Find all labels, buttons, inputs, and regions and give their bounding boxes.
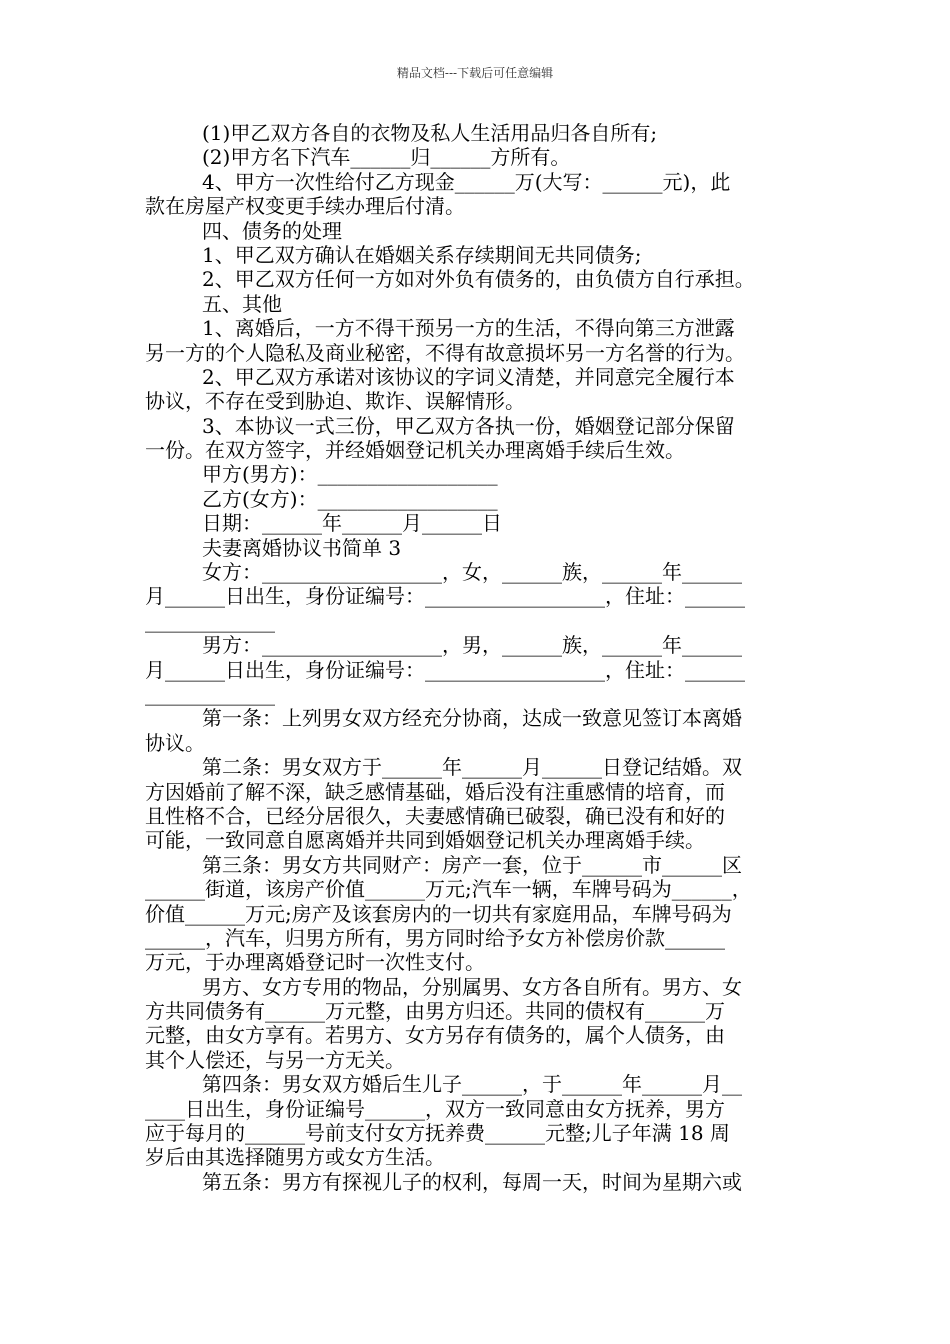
text-line: 可能，一致同意自愿离婚并共同到婚姻登记机关办理离婚手续。 [145, 828, 705, 853]
text-line: 协议。 [145, 730, 205, 755]
text-line: 万元，于办理离婚登记时一次性支付。 [145, 950, 485, 975]
text-line: 夫妻离婚协议书简单 3 [202, 535, 402, 560]
text-line: 第五条：男方有探视儿子的权利，每周一天，时间为星期六或 [202, 1169, 742, 1194]
text-line: 第四条：男女双方婚后生儿子______，于______年______月__ [202, 1072, 742, 1097]
text-line: 元整，由女方享有。若男方、女方另存有债务的，属个人债务，由 [145, 1023, 725, 1048]
text-line: 乙方(女方)：__________________ [202, 486, 498, 511]
text-line: (1)甲乙双方各自的衣物及私人生活用品归各自所有; [202, 121, 658, 145]
text-line: 款在房屋产权变更手续办理后付清。 [145, 194, 465, 219]
text-line: 月______日出生，身份证编号：__________________，住址：______ [145, 584, 745, 609]
text-line: 应于每月的______号前支付女方抚养费______元整;儿子年满 18 周 [145, 1121, 730, 1146]
text-line: 男方、女方专用的物品，分别属男、女方各自所有。男方、女 [202, 974, 742, 999]
text-line: 男方：__________________，男，______族，______年______ [202, 633, 742, 658]
text-line: 1、离婚后，一方不得干预另一方的生活，不得向第三方泄露 [202, 316, 735, 341]
text-line: 月______日出生，身份证编号：__________________，住址：______ [145, 657, 745, 682]
text-line: 岁后由其选择随男方或女方生活。 [145, 1145, 445, 1170]
page-header: 精品文档---下载后可任意编辑 [396, 66, 554, 80]
text-line: 第一条：上列男女双方经充分协商，达成一致意见签订本离婚 [202, 706, 742, 731]
text-line: 另一方的个人隐私及商业秘密，不得有故意损坏另一方名誉的行为。 [145, 340, 745, 365]
document-body [145, 121, 810, 1194]
text-line: 2、甲乙双方任何一方如对外负有债务的，由负债方自行承担。 [202, 267, 755, 292]
text-line: 甲方(男方)：__________________ [202, 462, 498, 487]
text-line: 一份。在双方签字，并经婚姻登记机关办理离婚手续后生效。 [145, 438, 685, 463]
text-line: 其个人偿还，与另一方无关。 [145, 1047, 405, 1072]
text-line: ______街道，该房产价值______万元;汽车一辆，车牌号码为______， [145, 877, 752, 902]
text-line: 3、本协议一式三份，甲乙双方各执一份，婚姻登记部分保留 [202, 413, 735, 438]
text-line: 五、其他 [202, 291, 282, 316]
text-line: _____________ [145, 681, 275, 706]
text-line: 价值______万元;房产及该套房内的一切共有家庭用品，车牌号码为 [145, 901, 732, 926]
text-line: ____日出生，身份证编号______，双方一致同意由女方抚养，男方 [145, 1096, 725, 1121]
text-line: 4、甲方一次性给付乙方现金______万(大写：______元)，此 [202, 169, 731, 194]
text-line: 1、甲乙双方确认在婚姻关系存续期间无共同债务; [202, 242, 642, 267]
text-line: 日期：______年______月______日 [202, 511, 502, 536]
text-line: (2)甲方名下汽车______归______方所有。 [202, 145, 571, 170]
text-line: 第三条：男女方共同财产：房产一套，位于______市______区 [202, 852, 742, 877]
text-line: 四、债务的处理 [202, 218, 342, 243]
text-line: 第二条：男女双方于______年______月______日登记结婚。双 [202, 755, 742, 780]
text-line: 协议，不存在受到胁迫、欺诈、误解情形。 [145, 389, 525, 414]
text-line: 方共同债务有______万元整，由男方归还。共同的债权有______万 [145, 999, 725, 1024]
text-line: 且性格不合，已经分居很久，夫妻感情确已破裂，确已没有和好的 [145, 803, 725, 828]
text-line: 2、甲乙双方承诺对该协议的字词义清楚，并同意完全履行本 [202, 364, 735, 389]
text-line: _____________ [145, 608, 275, 633]
text-line: 女方：__________________，女，______族，______年______ [202, 560, 742, 585]
text-line: 方因婚前了解不深，缺乏感情基础，婚后没有注重感情的培育，而 [145, 779, 725, 804]
text-line: ______，汽车，归男方所有，男方同时给予女方补偿房价款______ [145, 925, 725, 950]
